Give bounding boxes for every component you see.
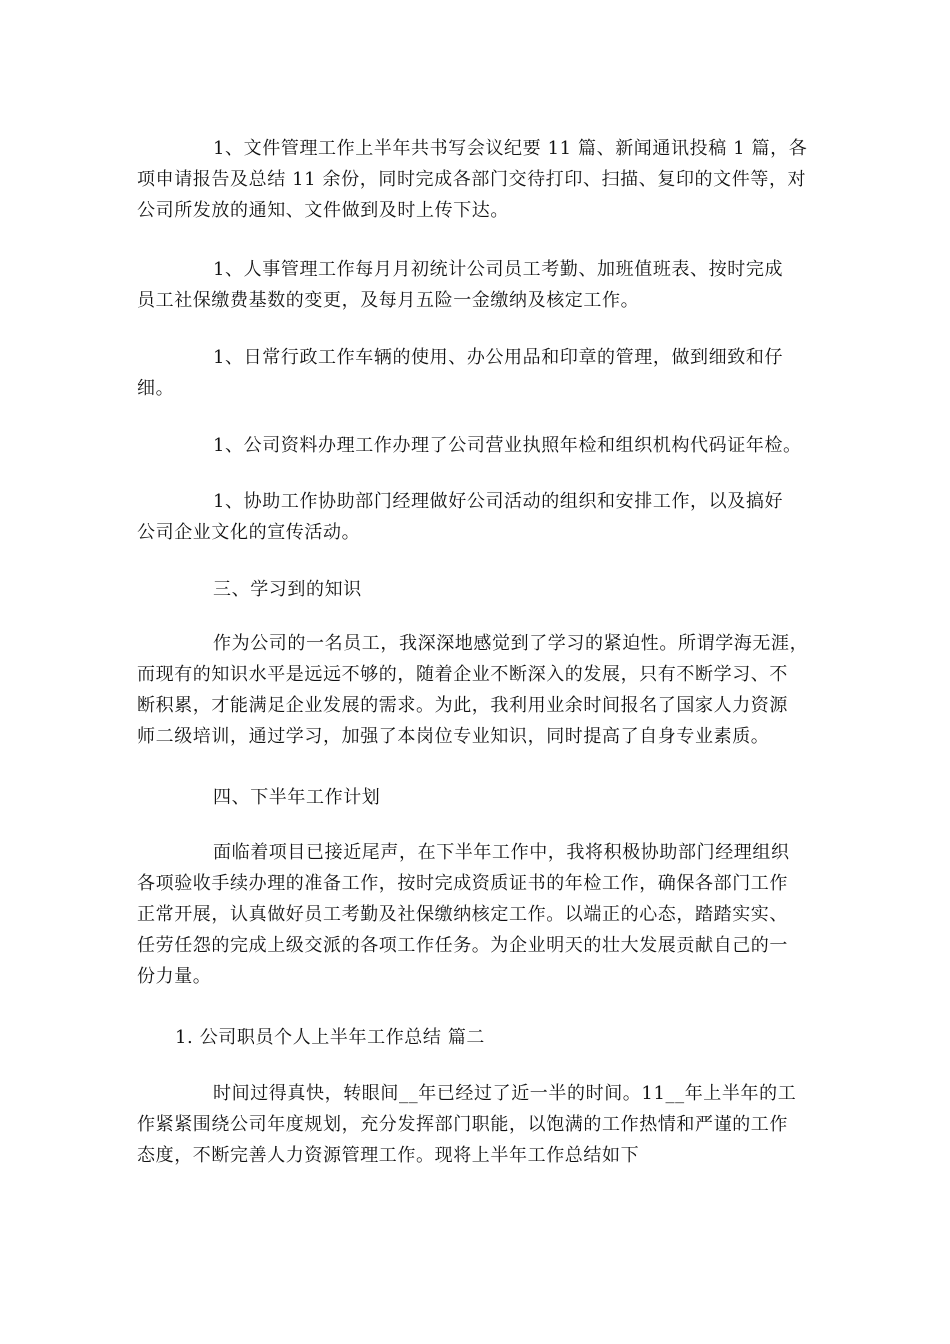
paragraph-plan (137, 837, 827, 992)
paragraph-line: 1、人事管理工作每月月初统计公司员工考勤、加班值班表、按时完成 (213, 259, 784, 280)
paragraph-intro-part-two (137, 1078, 827, 1171)
paragraph-line: 时间过得真快，转眼间__年已经过了近一半的时间。11__年上半年的工 (213, 1083, 797, 1104)
paragraph-line: 项申请报告及总结 11 余份，同时完成各部门交待打印、扫描、复印的文件等，对 (137, 169, 807, 190)
paragraph-line: 面临着项目已接近尾声，在下半年工作中，我将积极协助部门经理组织 (213, 842, 790, 863)
paragraph-line: 1、协助工作协助部门经理做好公司活动的组织和安排工作，以及搞好 (213, 491, 784, 512)
paragraph-line: 正常开展，认真做好员工考勤及社保缴纳核定工作。以端正的心态，踏踏实实、 (137, 904, 788, 925)
paragraph-line: 作为公司的一名员工，我深深地感觉到了学习的紧迫性。所谓学海无涯， (213, 633, 809, 654)
paragraph-line: 1、日常行政工作车辆的使用、办公用品和印章的管理，做到细致和仔 (213, 347, 784, 368)
paragraph-line: 细。 (137, 378, 175, 399)
heading-knowledge-learned (137, 574, 827, 605)
paragraph-document-management (137, 133, 827, 226)
paragraph-line: 公司所发放的通知、文件做到及时上传下达。 (137, 200, 509, 221)
paragraph-line: 公司企业文化的宣传活动。 (137, 522, 361, 543)
paragraph-line: 1、公司资料办理工作办理了公司营业执照年检和组织机构代码证年检。 (213, 435, 802, 456)
paragraph-learning (137, 628, 827, 752)
paragraph-line: 份力量。 (137, 966, 212, 987)
paragraph-line: 态度，不断完善人力资源管理工作。现将上半年工作总结如下 (137, 1145, 640, 1166)
paragraph-line: 各项验收手续办理的准备工作，按时完成资质证书的年检工作，确保各部门工作 (137, 873, 788, 894)
paragraph-administration (137, 342, 827, 404)
paragraph-line: 作紧紧围绕公司年度规划，充分发挥部门职能，以饱满的工作热情和严谨的工作 (137, 1114, 788, 1135)
paragraph-line: 断积累，才能满足企业发展的需求。为此，我利用业余时间报名了国家人力资源 (137, 695, 788, 716)
paragraph-company-documents (137, 430, 827, 461)
paragraph-personnel-management (137, 254, 827, 316)
paragraph-line: 而现有的知识水平是远远不够的，随着企业不断深入的发展，只有不断学习、不 (137, 664, 788, 685)
paragraph-line: 员工社保缴费基数的变更，及每月五险一金缴纳及核定工作。 (137, 290, 640, 311)
heading-second-half-plan (137, 782, 827, 813)
heading-text: 四、下半年工作计划 (213, 787, 381, 808)
paragraph-line: 任劳任怨的完成上级交派的各项工作任务。为企业明天的壮大发展贡献自己的一 (137, 935, 788, 956)
section-title: 1. 公司职员个人上半年工作总结 篇二 (175, 1027, 486, 1048)
heading-text: 三、学习到的知识 (213, 579, 362, 600)
paragraph-line: 1、文件管理工作上半年共书写会议纪要 11 篇、新闻通讯投稿 1 篇，各 (213, 138, 808, 159)
paragraph-line: 师二级培训，通过学习，加强了本岗位专业知识，同时提高了自身专业素质。 (137, 726, 770, 747)
paragraph-assistance (137, 486, 827, 548)
